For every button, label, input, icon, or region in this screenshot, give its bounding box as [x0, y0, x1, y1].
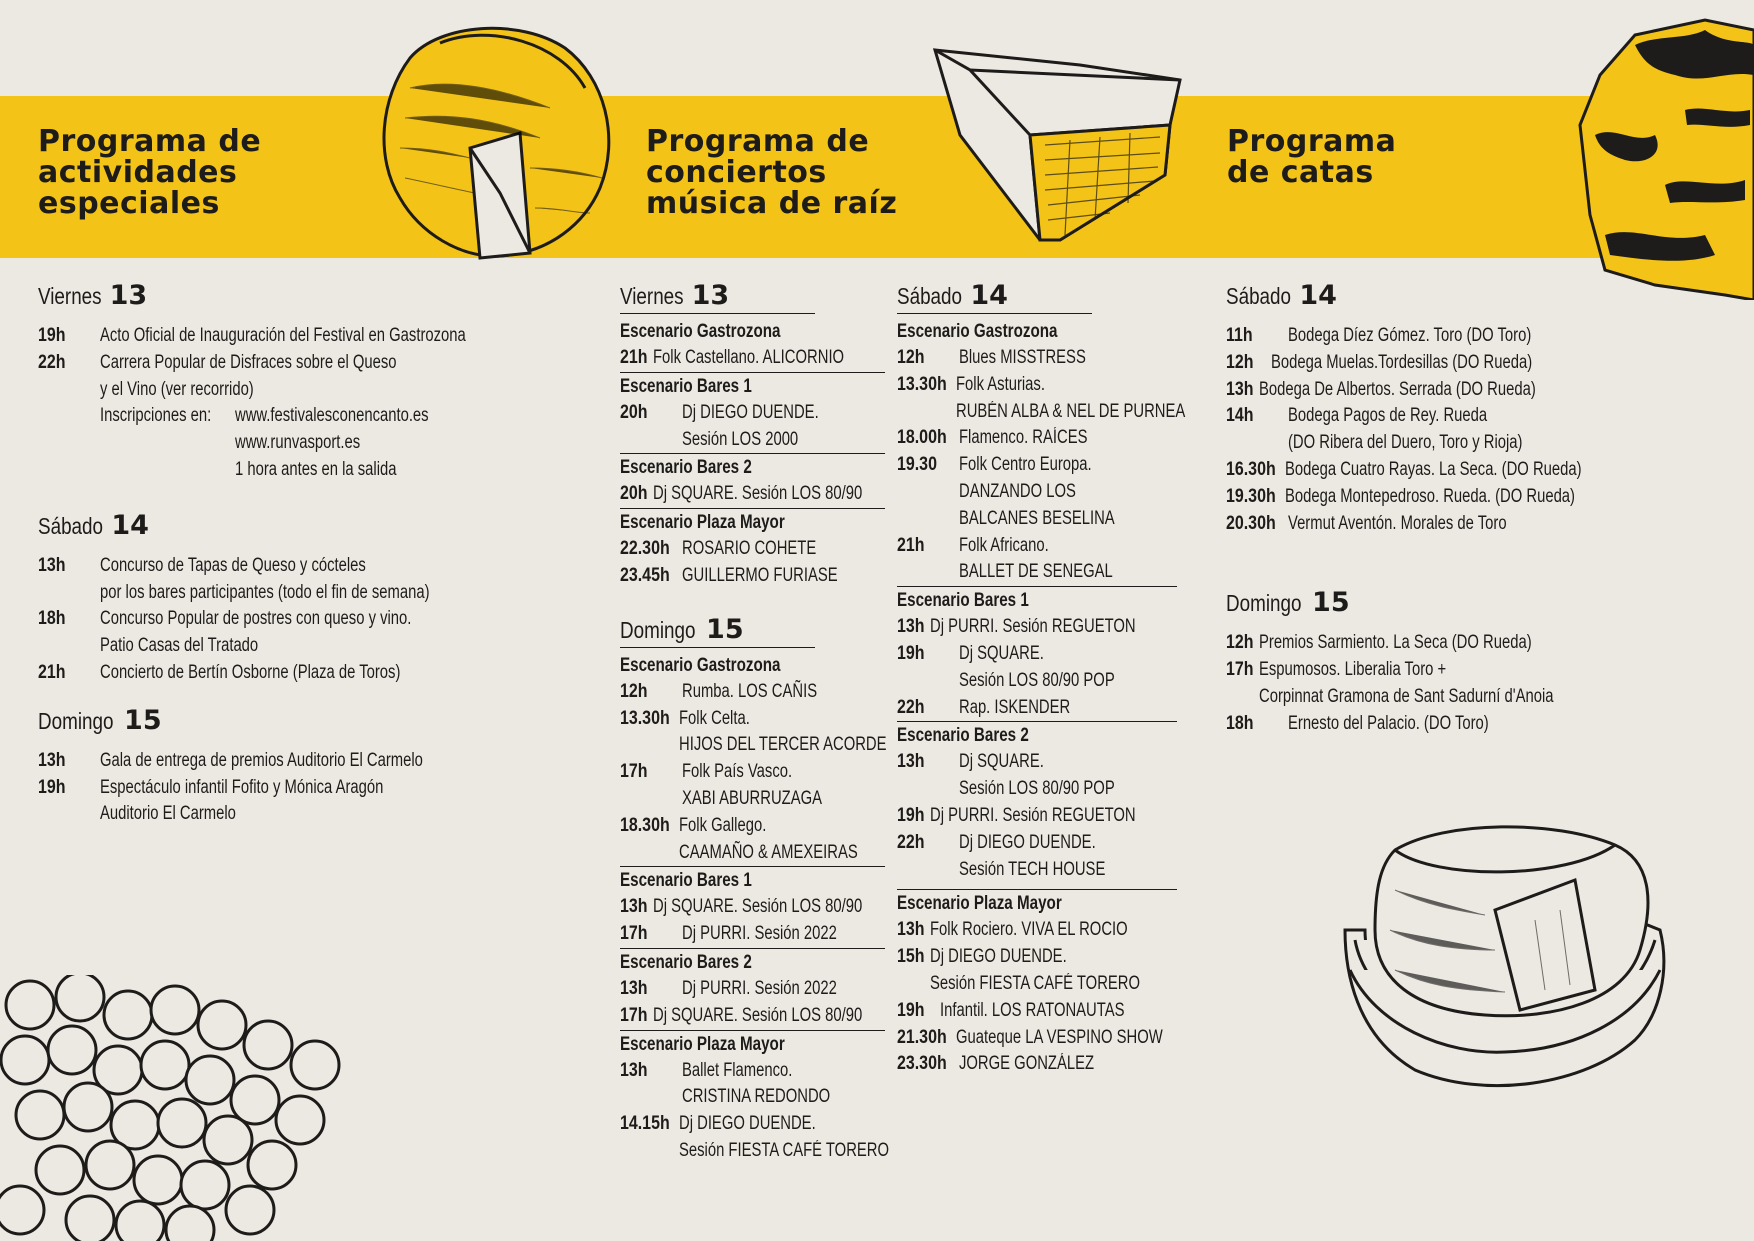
column-conciertos-a [620, 280, 890, 1165]
stage-heading: Escenario Bares 2 [897, 721, 1177, 749]
schedule-item: 13.30h Folk Asturias. RUBÉN ALBA & NEL DE PURNEA [897, 373, 1186, 422]
schedule-item: 12h Bodega Muelas.Tordesillas (DO Rueda) [1226, 351, 1533, 373]
aged-cheese-icon [1575, 15, 1754, 300]
website-link[interactable]: www.runvasport.es [235, 432, 361, 454]
stage-heading: Escenario Plaza Mayor [620, 508, 885, 536]
day-heading: Sábado 14 [897, 280, 1092, 314]
day-heading: Viernes 13 [38, 280, 148, 311]
schedule-item: 19h Espectáculo infantil Fofito y Mónica Aragón Auditorio El Carmelo [38, 776, 384, 825]
schedule-item: 16.30h Bodega Cuatro Rayas. La Seca. (DO Rueda) [1226, 458, 1582, 480]
schedule-item: 13h Bodega De Albertos. Serrada (DO Rueda) [1226, 378, 1536, 400]
stage-heading: Escenario Bares 1 [620, 372, 885, 400]
cheese-wedge-icon [930, 45, 1230, 250]
schedule-item: 18h Ernesto del Palacio. (DO Toro) [1226, 712, 1489, 734]
schedule-item: 21h Folk Africano. BALLET DE SENEGAL [897, 534, 1113, 583]
schedule-item: 19.30h Bodega Montepedroso. Rueda. (DO Rueda) [1226, 485, 1576, 507]
day-heading: Domingo 15 [38, 704, 162, 736]
stage-heading: Escenario Gastrozona [897, 321, 1058, 342]
schedule-item: 21h Concierto de Bertín Osborne (Plaza de Toros) [38, 661, 401, 683]
stage-heading: Escenario Plaza Mayor [897, 889, 1177, 917]
schedule-item: 22h Carrera Popular de Disfraces sobre el Queso y el Vino (ver recorrido) Inscripciones en: www.festivalesconencanto.es www.runvasport.es 1 hora antes en la salida [38, 350, 598, 484]
schedule-item: 15h Dj DIEGO DUENDE. Sesión FIESTA CAFÉ TORERO [897, 946, 1140, 994]
schedule-item: 21.30h Guateque LA VESPINO SHOW [897, 1026, 1163, 1048]
schedule-item: 13h Ballet Flamenco. CRISTINA REDONDO [620, 1059, 831, 1108]
stage-heading: Escenario Bares 1 [897, 586, 1177, 614]
schedule-item: 17h Folk País Vasco. XABI ABURRUZAGA [620, 761, 823, 809]
inscripciones: Inscripciones en: www.festivalesconencanto.es www.runvasport.es 1 hora antes en la salida [100, 405, 429, 480]
title-conciertos: Programa de conciertos música de raíz [646, 124, 898, 221]
schedule-item: 19h Acto Oficial de Inauguración del Festival en Gastrozona [38, 325, 466, 346]
title-catas: Programa de catas [1227, 124, 1397, 190]
day-heading: Sábado 14 [38, 509, 149, 541]
schedule-item: 13.30h Folk Celta. HIJOS DEL TERCER ACORDE [620, 707, 887, 756]
stage-heading: Escenario Plaza Mayor [620, 1030, 885, 1058]
stage-heading: Escenario Bares 2 [620, 453, 885, 481]
schedule-item: 19.30 Folk Centro Europa. DANZANDO LOS BALCANES BESELINA [897, 454, 1115, 529]
column-catas [1226, 280, 1606, 738]
schedule-item: 17h Dj SQUARE. Sesión LOS 80/90 [620, 1004, 862, 1026]
column-conciertos-b [897, 280, 1186, 1078]
schedule-item: 22.30h ROSARIO COHETE [620, 538, 817, 560]
website-link[interactable]: www.festivalesconencanto.es [235, 405, 429, 427]
schedule-item: 18h Concurso Popular de postres con queso y vino. Patio Casas del Tratado [38, 608, 412, 657]
schedule-item: 19h Infantil. LOS RATONAUTAS [897, 999, 1125, 1021]
schedule-item: 13h Folk Rociero. VIVA EL ROCIO [897, 919, 1128, 941]
schedule-item: 14h Bodega Pagos de Rey. Rueda (DO Ribera del Duero, Toro y Rioja) [1226, 405, 1523, 454]
schedule-item: 17h Dj PURRI. Sesión 2022 [620, 923, 837, 945]
schedule-item: 14.15h Dj DIEGO DUENDE. Sesión FIESTA CAFÉ TORERO [620, 1113, 890, 1161]
schedule-item: 23.45h GUILLERMO FURIASE [620, 564, 838, 586]
schedule-item: 20h Dj SQUARE. Sesión LOS 80/90 [620, 483, 862, 505]
schedule-item: 22h Rap. ISKENDER [897, 696, 1071, 718]
schedule-item: 13h Gala de entrega de premios Auditorio El Carmelo [38, 749, 423, 771]
schedule-item: 19h Dj PURRI. Sesión REGUETON [897, 804, 1136, 826]
schedule-item: 21h Folk Castellano. ALICORNIO [620, 347, 844, 368]
schedule-item: 13h Dj PURRI. Sesión REGUETON [897, 616, 1136, 638]
schedule-item: 12h Blues MISSTRESS [897, 347, 1086, 368]
schedule-item: 13h Dj SQUARE. Sesión LOS 80/90 POP [897, 751, 1115, 800]
grapes-icon [0, 975, 365, 1241]
title-especiales: Programa de actividades especiales [38, 124, 262, 221]
column-especiales [38, 280, 598, 828]
schedule-item: 13h Dj SQUARE. Sesión LOS 80/90 [620, 896, 862, 918]
day-heading: Domingo 15 [1226, 587, 1350, 619]
stage-heading: Escenario Gastrozona [620, 654, 781, 676]
schedule-item: 22h Dj DIEGO DUENDE. Sesión TECH HOUSE [897, 831, 1106, 880]
schedule-item: 11h Bodega Díez Gómez. Toro (DO Toro) [1226, 325, 1532, 346]
schedule-item: 23.30h JORGE GONZÁLEZ [897, 1053, 1095, 1075]
stage-heading: Escenario Gastrozona [620, 321, 781, 342]
schedule-item: 13h Dj PURRI. Sesión 2022 [620, 977, 837, 999]
cheese-basket-icon [1335, 820, 1670, 1095]
cheese-wheel-icon [370, 18, 620, 273]
stage-heading: Escenario Bares 2 [620, 948, 885, 976]
day-heading: Domingo 15 [620, 614, 815, 648]
schedule-item: 17h Espumosos. Liberalia Toro + Corpinnat Gramona de Sant Sadurní d'Anoia [1226, 659, 1554, 707]
schedule-item: 20h Dj DIEGO DUENDE. Sesión LOS 2000 [620, 401, 819, 450]
stage-heading: Escenario Bares 1 [620, 866, 885, 894]
schedule-item: 12h Rumba. LOS CAÑIS [620, 680, 818, 702]
schedule-item: 19h Dj SQUARE. Sesión LOS 80/90 POP [897, 642, 1115, 691]
schedule-item: 18.00h Flamenco. RAÍCES [897, 427, 1088, 449]
schedule-item: 20.30h Vermut Aventón. Morales de Toro [1226, 512, 1507, 534]
schedule-item: 18.30h Folk Gallego. CAAMAÑO & AMEXEIRAS [620, 814, 858, 863]
day-heading: Viernes 13 [620, 280, 815, 314]
schedule-item: 12h Premios Sarmiento. La Seca (DO Rueda) [1226, 632, 1532, 654]
day-heading: Sábado 14 [1226, 280, 1337, 311]
schedule-item: 13h Concurso de Tapas de Queso y cócteles por los bares participantes (todo el fin de semana) [38, 554, 430, 603]
